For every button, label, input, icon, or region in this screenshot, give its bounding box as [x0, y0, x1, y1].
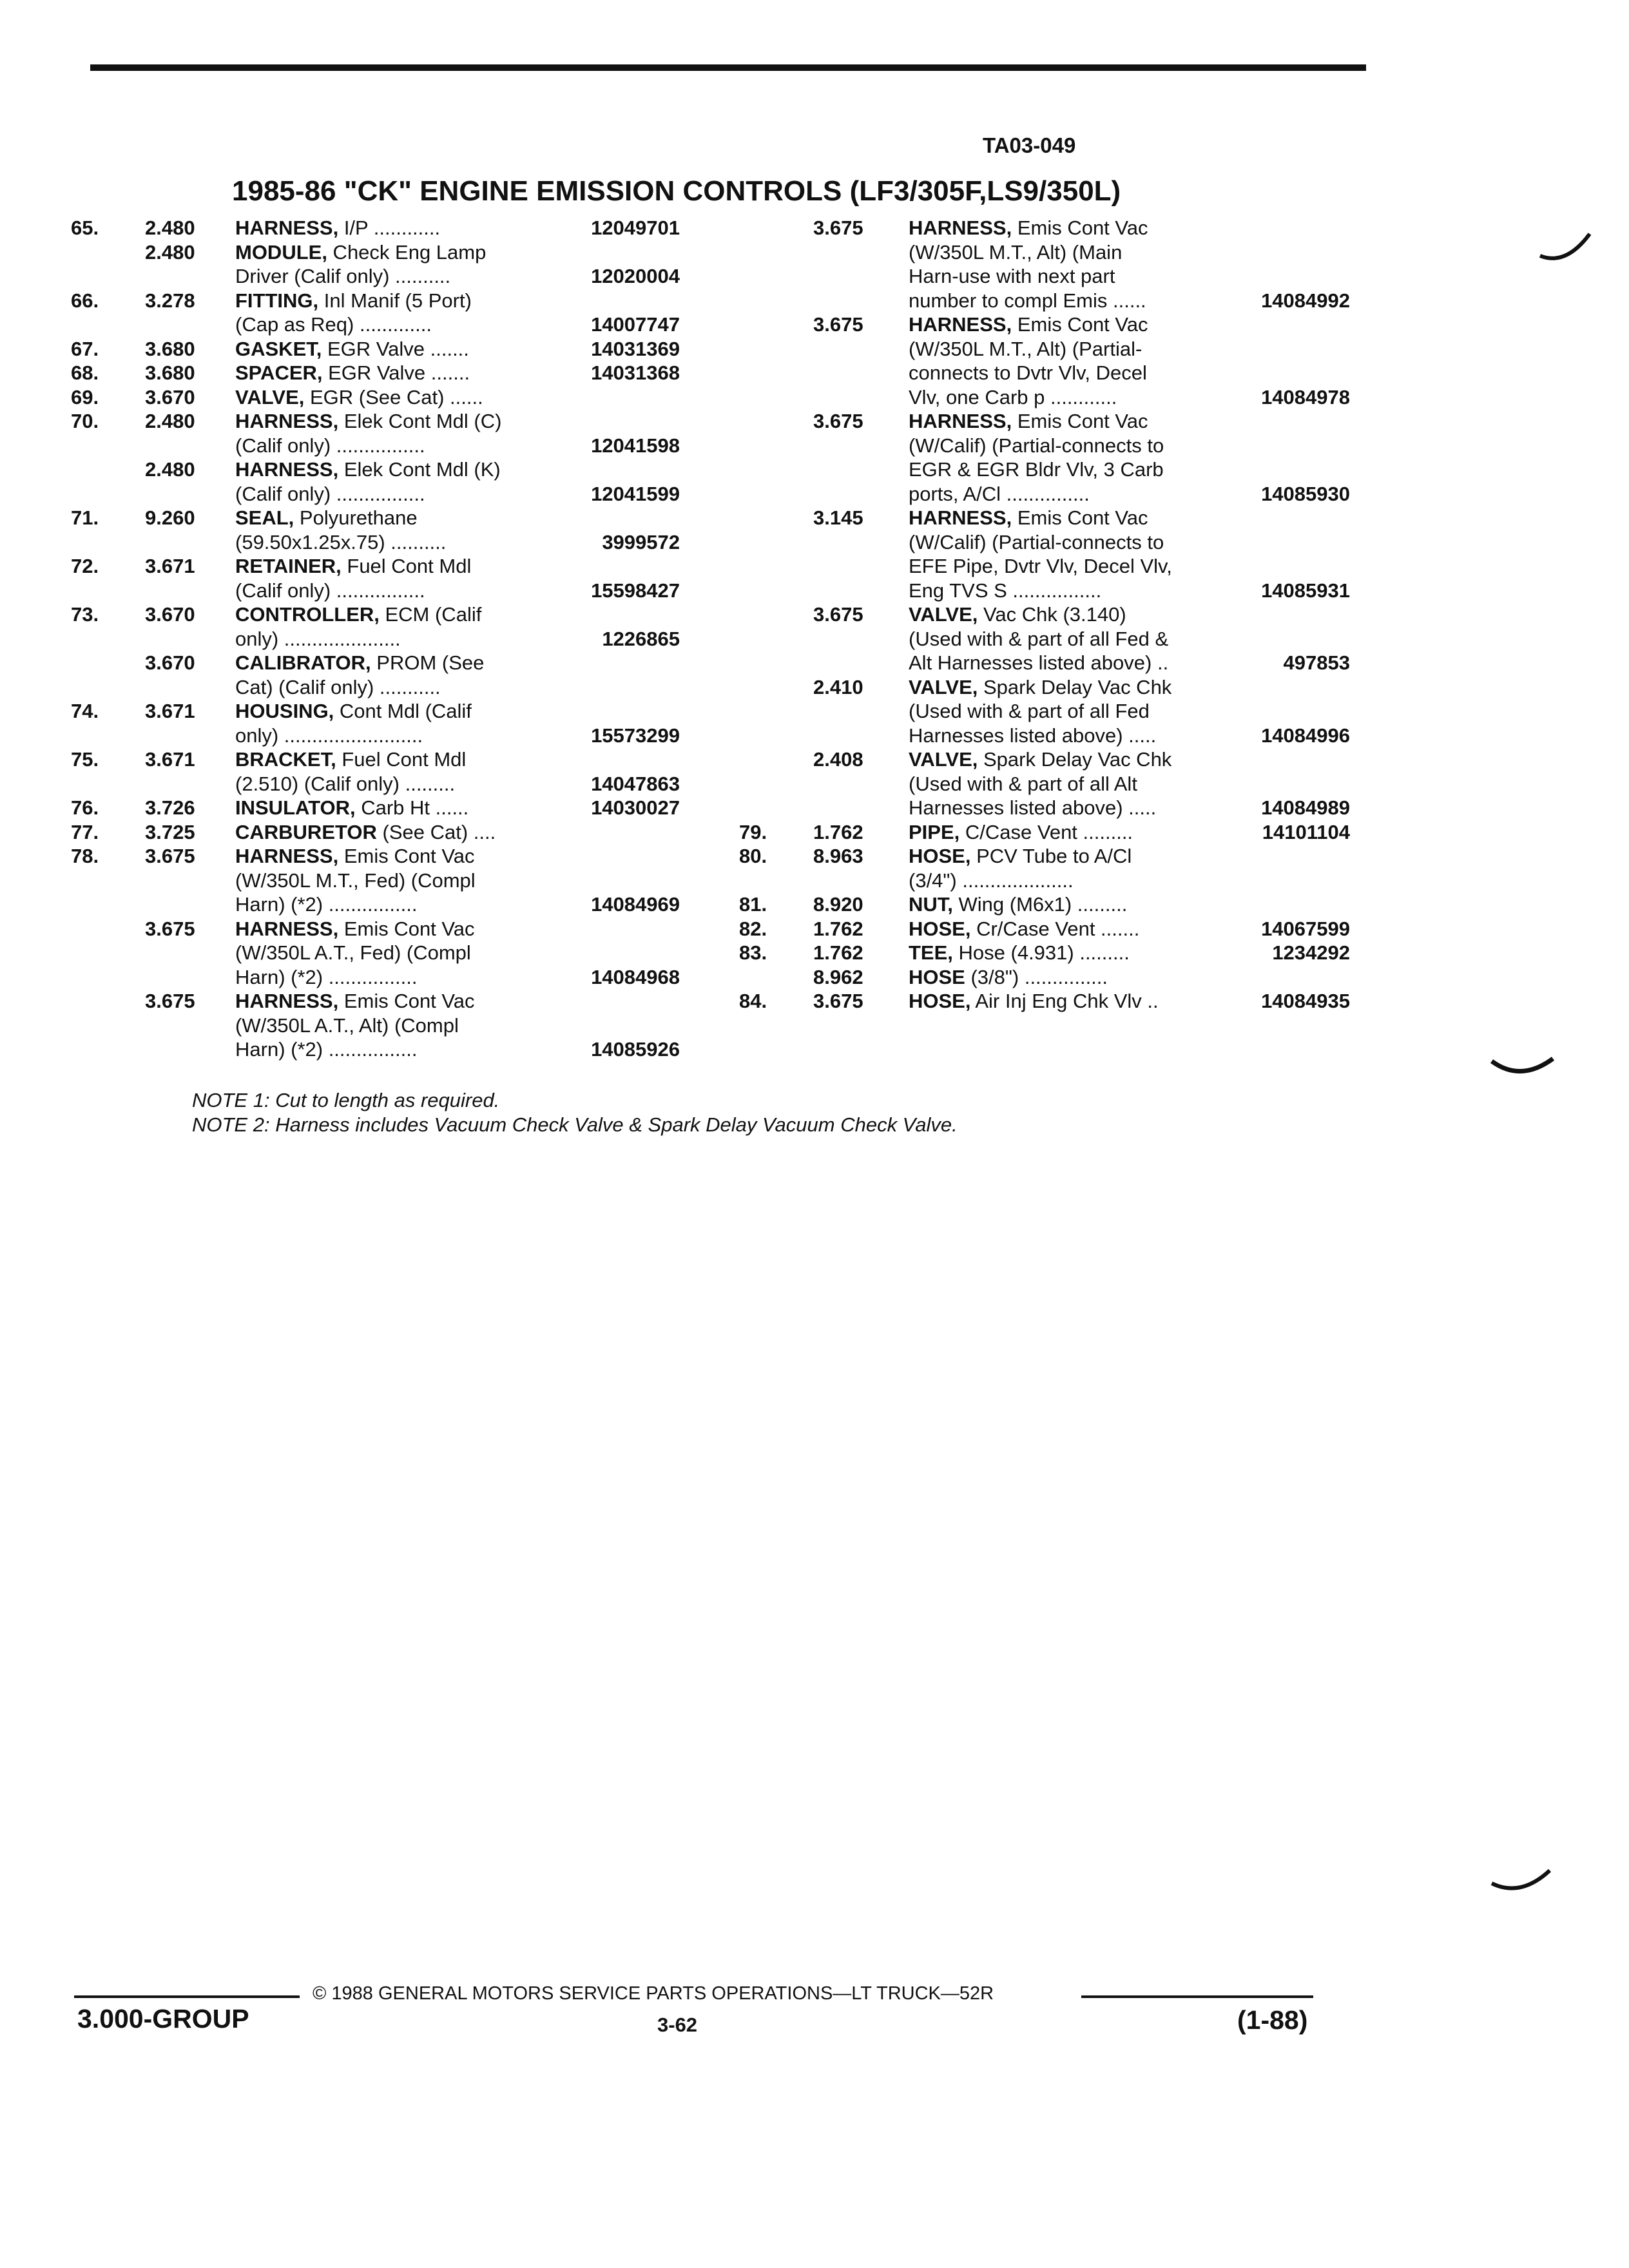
- part-name: CALIBRATOR,: [235, 651, 371, 674]
- part-detail: Emis Cont Vac: [338, 845, 475, 867]
- part-name: HARNESS,: [909, 216, 1012, 239]
- part-description-line: [909, 338, 1142, 361]
- part-description-line: [909, 434, 1164, 457]
- item-number: 79.: [739, 820, 767, 843]
- part-description-line: [235, 748, 466, 771]
- part-name: VALVE,: [909, 675, 978, 698]
- part-detail: (W/Calif) (Partial-connects to: [909, 530, 1164, 553]
- item-number: 66.: [71, 289, 99, 312]
- part-description-line: [909, 603, 1126, 626]
- part-detail: (Used with & part of all Fed &: [909, 627, 1169, 650]
- group-reference: 3.675: [813, 216, 863, 239]
- part-description-line: [235, 700, 472, 723]
- part-description-line: [235, 893, 418, 916]
- item-number: 70.: [71, 410, 99, 432]
- part-detail: PROM (See: [371, 651, 485, 674]
- group-reference: 2.408: [813, 748, 863, 771]
- group-label: 3.000-GROUP: [77, 2004, 249, 2033]
- item-number: 67.: [71, 337, 99, 360]
- part-description-line: [235, 869, 476, 892]
- part-detail: (Used with & part of all Alt: [909, 772, 1137, 795]
- part-detail: EGR (See Cat) ......: [304, 385, 483, 408]
- part-number: 14031368: [591, 361, 680, 384]
- part-description-line: [909, 531, 1164, 554]
- item-number: 84.: [739, 990, 767, 1012]
- part-detail: Eng TVS S ................: [909, 579, 1102, 602]
- note-1: NOTE 1: Cut to length as required.: [192, 1089, 500, 1111]
- part-description-line: [235, 338, 469, 361]
- item-number: 78.: [71, 845, 99, 867]
- part-number: 14084996: [1261, 724, 1350, 747]
- part-description-line: [235, 845, 475, 868]
- part-description-line: [909, 458, 1164, 481]
- part-description-line: [909, 651, 1168, 675]
- group-reference: 3.671: [145, 700, 195, 722]
- part-description-line: [235, 603, 481, 626]
- part-number: 12020004: [591, 265, 680, 287]
- group-reference: 3.680: [145, 337, 195, 360]
- part-description-line: [235, 1014, 459, 1037]
- part-description-line: [235, 941, 471, 965]
- part-description-line: [909, 506, 1148, 530]
- group-reference: 3.670: [145, 651, 195, 674]
- part-detail: I/P ............: [338, 216, 441, 239]
- note-2: NOTE 2: Harness includes Vacuum Check Valve & Spark Delay Vacuum Check Valve.: [192, 1113, 958, 1136]
- part-detail: Harnesses listed above) .....: [909, 796, 1157, 819]
- item-number: 75.: [71, 748, 99, 771]
- part-description-line: [909, 361, 1147, 385]
- part-detail: EGR & EGR Bldr Vlv, 3 Carb: [909, 458, 1164, 481]
- group-reference: 3.145: [813, 506, 863, 529]
- part-detail: EGR Valve .......: [322, 361, 470, 384]
- item-number: 80.: [739, 845, 767, 867]
- part-detail: Emis Cont Vac: [1012, 216, 1148, 239]
- part-name: HARNESS,: [909, 410, 1012, 432]
- part-description-line: [235, 966, 418, 989]
- group-reference: 3.671: [145, 555, 195, 577]
- part-name: VALVE,: [909, 603, 978, 626]
- group-reference: 1.762: [813, 917, 863, 940]
- group-reference: 3.671: [145, 748, 195, 771]
- punch-mark-1: [1537, 229, 1595, 267]
- part-detail: Vlv, one Carb p ............: [909, 385, 1117, 408]
- part-description-line: [909, 821, 1133, 844]
- part-detail: Fuel Cont Mdl: [336, 748, 467, 771]
- part-detail: (W/Calif) (Partial-connects to: [909, 434, 1164, 457]
- part-number: 14047863: [591, 772, 680, 795]
- part-number: 14101104: [1262, 820, 1350, 843]
- part-detail: (3/4") ....................: [909, 869, 1074, 892]
- part-name: HOSE: [909, 965, 965, 988]
- part-description-line: [235, 313, 432, 336]
- part-description-line: [909, 289, 1146, 312]
- part-name: HOSE,: [909, 845, 971, 867]
- item-number: 69.: [71, 385, 99, 408]
- part-detail: (See Cat) ....: [376, 820, 496, 843]
- part-name: MODULE,: [235, 240, 327, 264]
- part-description-line: [909, 773, 1137, 796]
- part-description-line: [235, 555, 471, 578]
- part-description-line: [235, 458, 501, 481]
- part-number: 14084989: [1261, 796, 1350, 819]
- part-detail: Hose (4.931) .........: [952, 941, 1130, 964]
- part-detail: Carb Ht ......: [355, 796, 469, 819]
- part-detail: (59.50x1.25x.75) ..........: [235, 530, 447, 553]
- part-detail: Harn) (*2) ................: [235, 1038, 418, 1061]
- part-detail: Elek Cont Mdl (C): [338, 410, 502, 432]
- part-description-line: [909, 483, 1090, 506]
- part-description-line: [909, 724, 1156, 747]
- part-name: SPACER,: [235, 361, 323, 384]
- group-reference: 3.725: [145, 820, 195, 843]
- part-detail: connects to Dvtr Vlv, Decel: [909, 361, 1147, 384]
- part-detail: Cr/Case Vent .......: [970, 917, 1140, 940]
- part-detail: Harn-use with next part: [909, 265, 1115, 287]
- part-detail: (Used with & part of all Fed: [909, 700, 1150, 722]
- part-detail: Elek Cont Mdl (K): [338, 458, 501, 481]
- part-detail: PCV Tube to A/Cl: [970, 845, 1132, 867]
- part-description-line: [909, 748, 1171, 771]
- group-reference: 3.675: [813, 990, 863, 1012]
- part-detail: (W/350L A.T., Fed) (Compl: [235, 941, 471, 964]
- item-number: 76.: [71, 796, 99, 819]
- group-reference: 1.762: [813, 820, 863, 843]
- part-detail: (W/350L M.T., Alt) (Main: [909, 240, 1123, 264]
- part-number: 1234292: [1272, 941, 1350, 964]
- part-detail: (3/8") ...............: [965, 965, 1108, 988]
- part-number: 12041599: [591, 482, 680, 505]
- group-reference: 8.963: [813, 845, 863, 867]
- group-reference: 3.675: [145, 917, 195, 940]
- part-name: GASKET,: [235, 337, 322, 360]
- part-description-line: [909, 845, 1132, 868]
- part-number: 12049701: [591, 216, 680, 239]
- part-description-line: [909, 966, 1108, 989]
- part-description-line: [235, 579, 425, 602]
- item-number: 73.: [71, 603, 99, 626]
- part-description-line: [909, 313, 1148, 336]
- group-reference: 3.278: [145, 289, 195, 312]
- part-name: BRACKET,: [235, 748, 336, 771]
- part-number: 1226865: [602, 627, 680, 650]
- part-detail: Cont Mdl (Calif: [334, 700, 472, 722]
- part-detail: ports, A/Cl ...............: [909, 482, 1090, 505]
- part-detail: Wing (M6x1) .........: [952, 893, 1128, 916]
- part-description-line: [235, 651, 484, 675]
- part-description-line: [909, 555, 1172, 578]
- item-number: 71.: [71, 506, 99, 529]
- part-description-line: [235, 676, 441, 699]
- revision-date: (1-88): [1237, 2005, 1308, 2035]
- part-number: 14085930: [1261, 482, 1350, 505]
- part-description-line: [235, 434, 425, 457]
- punch-mark-2: [1489, 1047, 1559, 1086]
- part-detail: Harn) (*2) ................: [235, 965, 418, 988]
- part-detail: (W/350L M.T., Alt) (Partial-: [909, 337, 1142, 360]
- group-reference: 8.962: [813, 965, 863, 988]
- item-number: 81.: [739, 893, 767, 916]
- group-reference: 3.675: [813, 603, 863, 626]
- part-name: HARNESS,: [235, 216, 339, 239]
- part-detail: Polyurethane: [294, 506, 418, 529]
- part-detail: Harn) (*2) ................: [235, 893, 418, 916]
- group-reference: 3.675: [813, 410, 863, 432]
- part-description-line: [909, 628, 1168, 651]
- item-number: 83.: [739, 941, 767, 964]
- item-number: 77.: [71, 820, 99, 843]
- part-description-line: [909, 410, 1148, 433]
- part-detail: Emis Cont Vac: [338, 990, 475, 1012]
- part-name: HARNESS,: [235, 458, 339, 481]
- part-number: 12041598: [591, 434, 680, 457]
- part-detail: Cat) (Calif only) ...........: [235, 675, 441, 698]
- part-description-line: [235, 990, 475, 1013]
- part-number: 14067599: [1261, 917, 1350, 940]
- part-number: 3999572: [602, 530, 680, 553]
- part-detail: (Calif only) ................: [235, 579, 425, 602]
- part-detail: number to compl Emis ......: [909, 289, 1146, 312]
- part-name: HARNESS,: [235, 410, 339, 432]
- group-reference: 2.480: [145, 458, 195, 481]
- part-description-line: [909, 241, 1122, 264]
- part-description-line: [909, 216, 1148, 240]
- part-detail: Spark Delay Vac Chk: [978, 675, 1172, 698]
- part-description-line: [235, 506, 418, 530]
- part-detail: EGR Valve .......: [322, 337, 469, 360]
- part-detail: Emis Cont Vac: [338, 917, 475, 940]
- part-description-line: [235, 289, 472, 312]
- copyright-text: © 1988 GENERAL MOTORS SERVICE PARTS OPERATIONS—LT TRUCK—52R: [313, 1983, 994, 2004]
- part-detail: (2.510) (Calif only) .........: [235, 772, 456, 795]
- part-name: HARNESS,: [235, 990, 339, 1012]
- part-description-line: [909, 676, 1171, 699]
- part-description-line: [235, 796, 468, 820]
- part-detail: only) .....................: [235, 627, 401, 650]
- group-reference: 3.726: [145, 796, 195, 819]
- part-name: NUT,: [909, 893, 953, 916]
- group-reference: 2.410: [813, 675, 863, 698]
- part-number: 14085931: [1261, 579, 1350, 602]
- part-detail: (W/350L A.T., Alt) (Compl: [235, 1014, 459, 1037]
- group-reference: 3.675: [145, 990, 195, 1012]
- part-name: HOSE,: [909, 990, 971, 1012]
- part-number: 14084978: [1261, 385, 1350, 408]
- part-name: FITTING,: [235, 289, 319, 312]
- group-reference: 9.260: [145, 506, 195, 529]
- part-number: 14084992: [1261, 289, 1350, 312]
- part-number: 14007747: [591, 313, 680, 336]
- footer-rule-right: [1081, 1995, 1313, 1998]
- part-name: CONTROLLER,: [235, 603, 380, 626]
- part-description-line: [235, 724, 423, 747]
- part-description-line: [235, 241, 486, 264]
- part-name: HARNESS,: [909, 313, 1012, 336]
- part-name: HARNESS,: [909, 506, 1012, 529]
- item-number: 74.: [71, 700, 99, 722]
- part-number: 14031369: [591, 337, 680, 360]
- part-description-line: [909, 893, 1127, 916]
- group-reference: 1.762: [813, 941, 863, 964]
- part-number: 14030027: [591, 796, 680, 819]
- part-detail: Spark Delay Vac Chk: [978, 748, 1172, 771]
- group-reference: 2.480: [145, 410, 195, 432]
- part-detail: (Cap as Req) .............: [235, 313, 432, 336]
- part-number: 14084935: [1261, 990, 1350, 1012]
- page-title: 1985-86 "CK" ENGINE EMISSION CONTROLS (LF3/305F,LS9/350L): [232, 175, 1121, 207]
- part-description-line: [235, 265, 450, 288]
- part-description-line: [235, 821, 496, 844]
- part-number: 14084969: [591, 893, 680, 916]
- part-description-line: [235, 386, 483, 409]
- part-description-line: [235, 1038, 418, 1061]
- part-name: HARNESS,: [235, 845, 339, 867]
- group-reference: 3.670: [145, 385, 195, 408]
- group-reference: 8.920: [813, 893, 863, 916]
- group-reference: 2.480: [145, 216, 195, 239]
- group-reference: 3.670: [145, 603, 195, 626]
- part-detail: (W/350L M.T., Fed) (Compl: [235, 869, 476, 892]
- group-reference: 3.680: [145, 361, 195, 384]
- group-reference: 3.675: [813, 313, 863, 336]
- part-name: RETAINER,: [235, 555, 342, 577]
- part-number: 14084968: [591, 965, 680, 988]
- part-detail: (Calif only) ................: [235, 434, 425, 457]
- part-name: VALVE,: [235, 385, 305, 408]
- part-number: 15573299: [591, 724, 680, 747]
- part-detail: (Calif only) ................: [235, 482, 425, 505]
- part-name: CARBURETOR: [235, 820, 377, 843]
- part-description-line: [909, 941, 1130, 965]
- part-name: SEAL,: [235, 506, 294, 529]
- item-number: 68.: [71, 361, 99, 384]
- part-description-line: [909, 579, 1101, 602]
- group-reference: 3.675: [145, 845, 195, 867]
- punch-mark-3: [1489, 1865, 1559, 1904]
- item-number: 82.: [739, 917, 767, 940]
- part-detail: Check Eng Lamp: [327, 240, 487, 264]
- part-number: 497853: [1283, 651, 1350, 674]
- part-detail: Air Inj Eng Chk Vlv ..: [970, 990, 1159, 1012]
- part-detail: Emis Cont Vac: [1012, 313, 1148, 336]
- part-detail: Fuel Cont Mdl: [341, 555, 472, 577]
- part-detail: Alt Harnesses listed above) ..: [909, 651, 1169, 674]
- part-number: 14085926: [591, 1038, 680, 1061]
- part-description-line: [235, 531, 446, 554]
- part-detail: Emis Cont Vac: [1012, 506, 1148, 529]
- part-description-line: [909, 386, 1117, 409]
- part-name: PIPE,: [909, 820, 960, 843]
- item-number: 65.: [71, 216, 99, 239]
- part-detail: C/Case Vent .........: [959, 820, 1133, 843]
- part-description-line: [235, 483, 425, 506]
- part-description-line: [909, 265, 1115, 288]
- group-reference: 2.480: [145, 240, 195, 264]
- part-description-line: [235, 773, 455, 796]
- page-number: 3-62: [657, 2013, 698, 2036]
- part-description-line: [235, 216, 440, 240]
- part-detail: only) .........................: [235, 724, 423, 747]
- part-detail: Emis Cont Vac: [1012, 410, 1148, 432]
- part-description-line: [235, 628, 401, 651]
- top-rule: [90, 64, 1366, 71]
- part-description-line: [909, 918, 1139, 941]
- part-description-line: [909, 990, 1159, 1013]
- part-name: TEE,: [909, 941, 953, 964]
- part-description-line: [235, 918, 475, 941]
- part-description-line: [909, 869, 1074, 892]
- item-number: 72.: [71, 555, 99, 577]
- part-detail: Inl Manif (5 Port): [318, 289, 472, 312]
- part-name: HARNESS,: [235, 917, 339, 940]
- part-description-line: [235, 361, 470, 385]
- part-name: INSULATOR,: [235, 796, 356, 819]
- part-description-line: [909, 700, 1150, 723]
- part-detail: EFE Pipe, Dvtr Vlv, Decel Vlv,: [909, 555, 1172, 577]
- part-detail: Driver (Calif only) ..........: [235, 265, 451, 287]
- part-name: HOSE,: [909, 917, 971, 940]
- part-detail: Vac Chk (3.140): [978, 603, 1126, 626]
- part-description-line: [235, 410, 501, 433]
- part-number: 15598427: [591, 579, 680, 602]
- part-name: HOUSING,: [235, 700, 334, 722]
- part-detail: Harnesses listed above) .....: [909, 724, 1157, 747]
- part-description-line: [909, 796, 1156, 820]
- footer-rule-left: [74, 1995, 300, 1998]
- part-name: VALVE,: [909, 748, 978, 771]
- catalog-code: TA03-049: [983, 133, 1076, 157]
- part-detail: ECM (Calif: [379, 603, 482, 626]
